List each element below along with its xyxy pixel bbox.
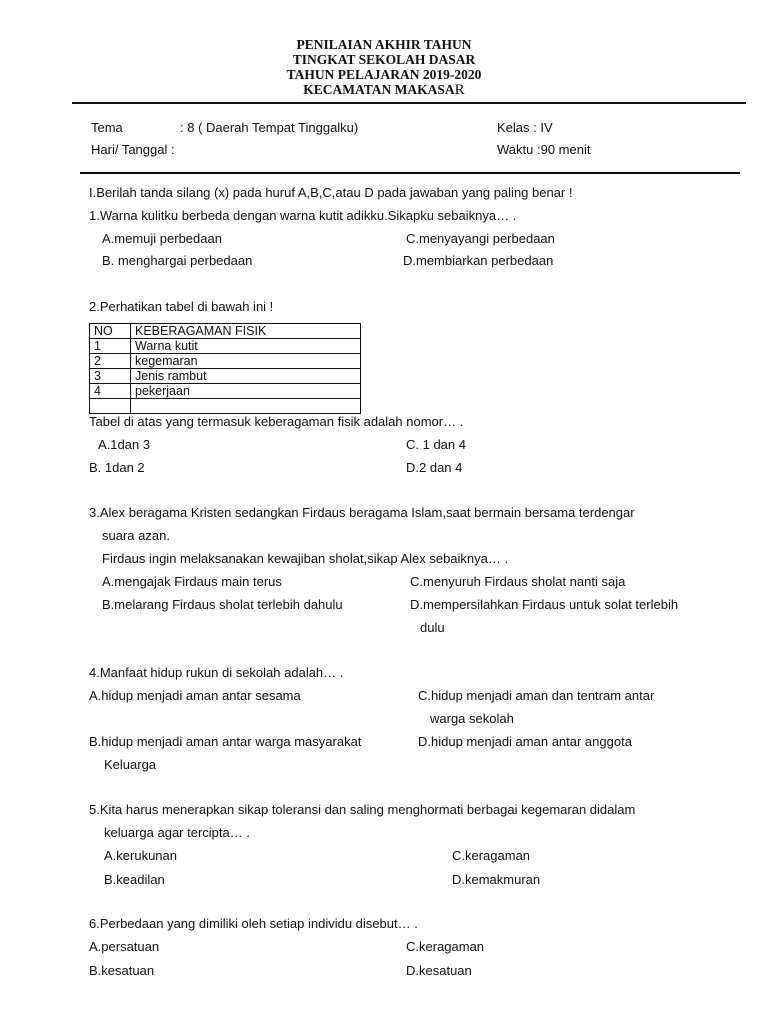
question-5-option-b: B.keadilan [104, 872, 165, 887]
table-row [90, 339, 361, 354]
hari-tanggal-label: Hari/ Tanggal : [91, 142, 175, 157]
question-1-option-d: D.membiarkan perbedaan [403, 253, 554, 268]
question-3-line-2: suara azan. [102, 528, 170, 543]
question-3-option-c: C.menyuruh Firdaus sholat nanti saja [410, 574, 626, 589]
keberagaman-table [89, 323, 361, 414]
table-row [90, 354, 361, 369]
question-6-option-b: B.kesatuan [89, 963, 155, 978]
table-row [90, 384, 361, 399]
question-2-option-d: D.2 dan 4 [406, 460, 463, 475]
question-2-option-c: C. 1 dan 4 [406, 437, 466, 452]
question-2-option-a: A.1dan 3 [98, 437, 151, 452]
question-2-option-b: B. 1dan 2 [89, 460, 145, 475]
question-4-option-b: B.hidup menjadi aman antar warga masyarakat [89, 734, 362, 749]
question-5-line-1: 5.Kita harus menerapkan sikap toleransi dan saling menghormati berbagai kegemaran didalam [89, 802, 636, 817]
table-cell-no: 1 [90, 339, 131, 354]
waktu-info: Waktu :90 menit [497, 142, 591, 157]
question-4-option-b-cont: Keluarga [104, 757, 157, 772]
info-divider [80, 172, 740, 174]
question-4-option-d: D.hidup menjadi aman antar anggota [418, 734, 632, 749]
table-cell-item: Warna kutit [131, 339, 361, 354]
table-header-row [90, 324, 361, 339]
question-1-option-c: C.menyayangi perbedaan [406, 231, 555, 246]
question-3-option-a: A.mengajak Firdaus main terus [102, 574, 282, 589]
question-6-option-c: C.keragaman [406, 939, 485, 954]
table-row-empty [90, 399, 361, 414]
header-line-4-last: R [454, 82, 465, 98]
header-line-3: TAHUN PELAJARAN 2019-2020 [286, 67, 482, 82]
table-row [90, 369, 361, 384]
question-4-option-c-cont: warga sekolah [430, 711, 514, 726]
question-6-text: 6.Perbedaan yang dimiliki oleh setiap individu disebut… . [89, 916, 418, 931]
table-cell-no: 4 [90, 384, 131, 399]
header-line-4-main: KECAMATAN MAKASA [303, 82, 455, 97]
question-5-option-c: C.keragaman [452, 848, 531, 863]
header-line-1: PENILAIAN AKHIR TAHUN [296, 37, 472, 52]
question-1-option-a: A.memuji perbedaan [102, 231, 222, 246]
table-cell-item [131, 399, 361, 414]
question-5-option-d: D.kemakmuran [452, 872, 541, 887]
question-1-option-b: B. menghargai perbedaan [102, 253, 253, 268]
question-5-line-2: keluarga agar tercipta… . [104, 825, 250, 840]
question-3-option-d-cont: dulu [420, 620, 445, 635]
question-2-text: 2.Perhatikan tabel di bawah ini ! [89, 299, 274, 314]
question-4-option-a: A.hidup menjadi aman antar sesama [89, 688, 301, 703]
question-4-option-c: C.hidup menjadi aman dan tentram antar [418, 688, 655, 703]
instruction-text: I.Berilah tanda silang (x) pada huruf A,B,C,atau D pada jawaban yang paling benar ! [89, 185, 573, 200]
table-cell-item: pekerjaan [131, 384, 361, 399]
question-6-option-d: D.kesatuan [406, 963, 472, 978]
question-3-line-1: 3.Alex beragama Kristen sedangkan Firdaus beragama Islam,saat bermain bersama terdengar [89, 505, 635, 520]
table-cell-no: 2 [90, 354, 131, 369]
tema-value: : 8 ( Daerah Tempat Tinggalku) [180, 120, 359, 135]
question-6-option-a: A.persatuan [89, 939, 160, 954]
question-3-line-3: Firdaus ingin melaksanakan kewajiban sholat,sikap Alex sebaiknya… . [102, 551, 509, 566]
header-line-4 [0, 82, 768, 98]
header-divider [72, 102, 746, 104]
question-1-text: 1.Warna kulitku berbeda dengan warna kutit adikku.Sikapku sebaiknya… . [89, 208, 517, 223]
header-line-2: TINGKAT SEKOLAH DASAR [292, 52, 476, 67]
question-3-option-d: D.mempersilahkan Firdaus untuk solat terlebih [410, 597, 679, 612]
table-cell-item: Jenis rambut [131, 369, 361, 384]
question-3-option-b: B.melarang Firdaus sholat terlebih dahulu [102, 597, 343, 612]
table-cell-no [90, 399, 131, 414]
table-cell-item: kegemaran [131, 354, 361, 369]
table-header-keberagaman: KEBERAGAMAN FISIK [131, 324, 361, 339]
exam-header [0, 37, 768, 98]
question-2-followup: Tabel di atas yang termasuk keberagaman fisik adalah nomor… . [89, 414, 464, 429]
table-header-no: NO [90, 324, 131, 339]
table-cell-no: 3 [90, 369, 131, 384]
question-4-text: 4.Manfaat hidup rukun di sekolah adalah… . [89, 665, 344, 680]
question-5-option-a: A.kerukunan [104, 848, 177, 863]
tema-label: Tema [91, 120, 123, 135]
kelas-info: Kelas : IV [497, 120, 553, 135]
